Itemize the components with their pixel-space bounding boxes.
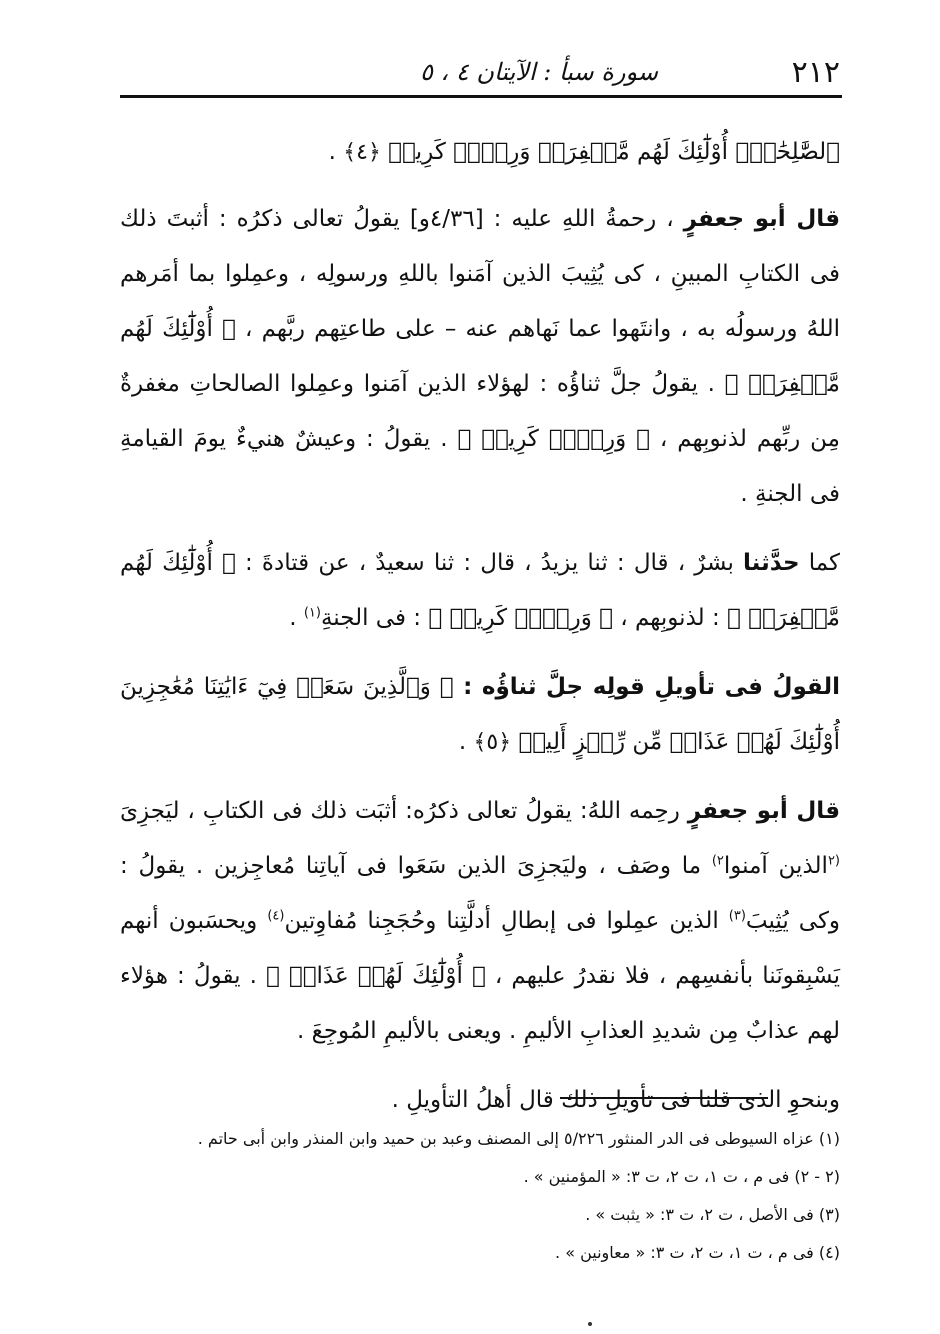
narration-text: بشرٌ ، قال : ثنا يزيدُ ، قال : ثنا سعيدٌ ، عن قتادةَ :	[235, 550, 744, 576]
quran-text: ٱلصَّٰلِحَٰتِۚ أُوْلَٰٓئِكَ لَهُم مَّغۡفِرَةٞ وَرِزۡقٞ كَرِيمٞ	[388, 139, 840, 165]
narration-text: : لذنوبِهم ،	[612, 605, 728, 631]
quran-quote: ﴿ أُوْلَٰٓئِكَ لَهُم مَّغۡفِرَةٞ ﴾	[120, 550, 840, 631]
section-heading: القولُ فى تأويلِ قولِه جلَّ ثناؤُه :	[453, 674, 840, 700]
speaker-name: قال أبو جعفرٍ	[687, 798, 841, 824]
page-speck	[588, 1322, 592, 1326]
commentary-text: . يقولُ : وعيشٌ هنيءٌ يومَ القيامةِ فى الجنةِ .	[120, 426, 840, 507]
main-text	[120, 125, 840, 1142]
narration-text: كما	[799, 550, 840, 576]
narration-keyword: حدَّثنا	[743, 550, 800, 576]
running-header	[120, 52, 840, 92]
punctuation: .	[458, 729, 474, 755]
closing-text: وبنحوِ الذى قلنا فى تأويلِ ذلك قال أهلُ التأويلِ .	[391, 1087, 840, 1113]
paragraph-commentary-2	[120, 784, 840, 1059]
commentary-text: الذين عمِلوا فى إبطالِ أدلَّتِنا وحُجَجِنا مُفاوِتين	[284, 908, 729, 934]
narration-text: : فى الجنةِ	[320, 605, 429, 631]
footnote-ref: (٢	[827, 853, 840, 869]
commentary-text: . يقولُ : هؤلاء لهم عذابٌ مِن شديدِ العذابِ الأليمِ . ويعنى بالأليمِ المُوجِعَ .	[120, 963, 840, 1044]
footnote-4: (٤) فى م ، ت ١، ت ٢، ت ٣: « معاونين » .	[555, 1243, 840, 1262]
punctuation: .	[289, 605, 304, 631]
commentary-text: الذين آمنوا	[723, 853, 828, 879]
verse-number-mark: ﴿٥﴾	[473, 730, 512, 755]
commentary-text: ويحسَبون أنهم يَسْبِقونَنا بأنفسِهم ، فلا نقدرُ عليهم ،	[120, 908, 840, 989]
footnote-ref: ٢)	[711, 853, 724, 869]
footnote-3: (٣) فى الأصل ، ت ٢، ت ٣: « يثبت » .	[585, 1205, 840, 1224]
speaker-name: قال أبو جعفرٍ	[683, 206, 841, 232]
paragraph-narration	[120, 536, 840, 646]
header-rule	[120, 95, 842, 98]
commentary-text: ، رحمةُ اللهِ عليه : [٤/٣٦و] يقولُ تعالى ذكرُه : أثبتَ ذلك فى الكتابِ المبينِ ، كى يُثِيبَ الذين آمَنوا باللهِ ورسولِه ، وعمِلوا بما أمَرهم اللهُ ورسولُه به ، وانتَهوا عما نَهاهم عنه – على طاعتِهم ربَّهم ،	[120, 206, 840, 342]
quran-quote: ﴿ أُوْلَٰٓئِكَ لَهُمۡ عَذَابٞ ﴾	[266, 963, 486, 989]
quran-quote: ﴿ وَرِزۡقٞ كَرِيمٞ ﴾	[457, 426, 650, 452]
commentary-text: ما وصَف ، وليَجزِىَ الذين سَعَوا فى آياتِنا مُعاجِزين . يقولُ : وكى يُثِيبَ	[120, 853, 841, 934]
footnote-ref: (٤)	[267, 908, 285, 924]
footnotes	[150, 1120, 840, 1272]
footnote-2: (٢ - ٢) فى م ، ت ١، ت ٢، ت ٣: « المؤمنين » .	[523, 1167, 840, 1186]
paragraph-verse-5-heading	[120, 660, 840, 770]
paragraph-commentary-1	[120, 192, 840, 522]
paragraph-verse-4-end	[120, 125, 840, 180]
commentary-text: رحِمه اللهُ: يقولُ تعالى ذكرُه: أثبَت ذلك فى الكتابِ ، ليَجزِىَ	[120, 798, 688, 824]
footnote-1: (١) عزاه السيوطى فى الدر المنثور ٥/٢٢٦ إلى المصنف وعبد بن حميد وابن المنذر وابن أبى حاتم .	[197, 1129, 840, 1148]
footnote-ref: (١)	[303, 605, 321, 621]
footnote-ref: (٣)	[728, 908, 746, 924]
quran-quote: ﴿ أُوْلَٰٓئِكَ لَهُم مَّغۡفِرَةٞ ﴾	[120, 316, 841, 397]
quran-text: ﴿ وَٱلَّذِينَ سَعَوۡ فِيٓ ءَايَٰتِنَا مُعَٰجِزِينَ أُوْلَٰٓئِكَ لَهُمۡ عَذَابٞ مِّن رِّجۡزٍ أَلِيمٞ	[120, 674, 840, 755]
punctuation: .	[328, 139, 344, 165]
verse-number-mark: ﴿٤﴾	[343, 140, 381, 165]
page-number: ٢١٢	[791, 54, 840, 90]
footnote-rule	[560, 1097, 768, 1099]
running-title: سورة سبأ : الآيتان ٤ ، ٥	[420, 58, 658, 86]
quran-quote: ﴿ وَرِزۡقٞ كَرِيمٞ ﴾	[428, 605, 613, 631]
commentary-text: . يقولُ جلَّ ثناؤُه : لهؤلاء الذين آمَنوا وعمِلوا الصالحاتِ مغفرةٌ مِن ربِّهم لذنوبِهم ،	[120, 371, 841, 452]
